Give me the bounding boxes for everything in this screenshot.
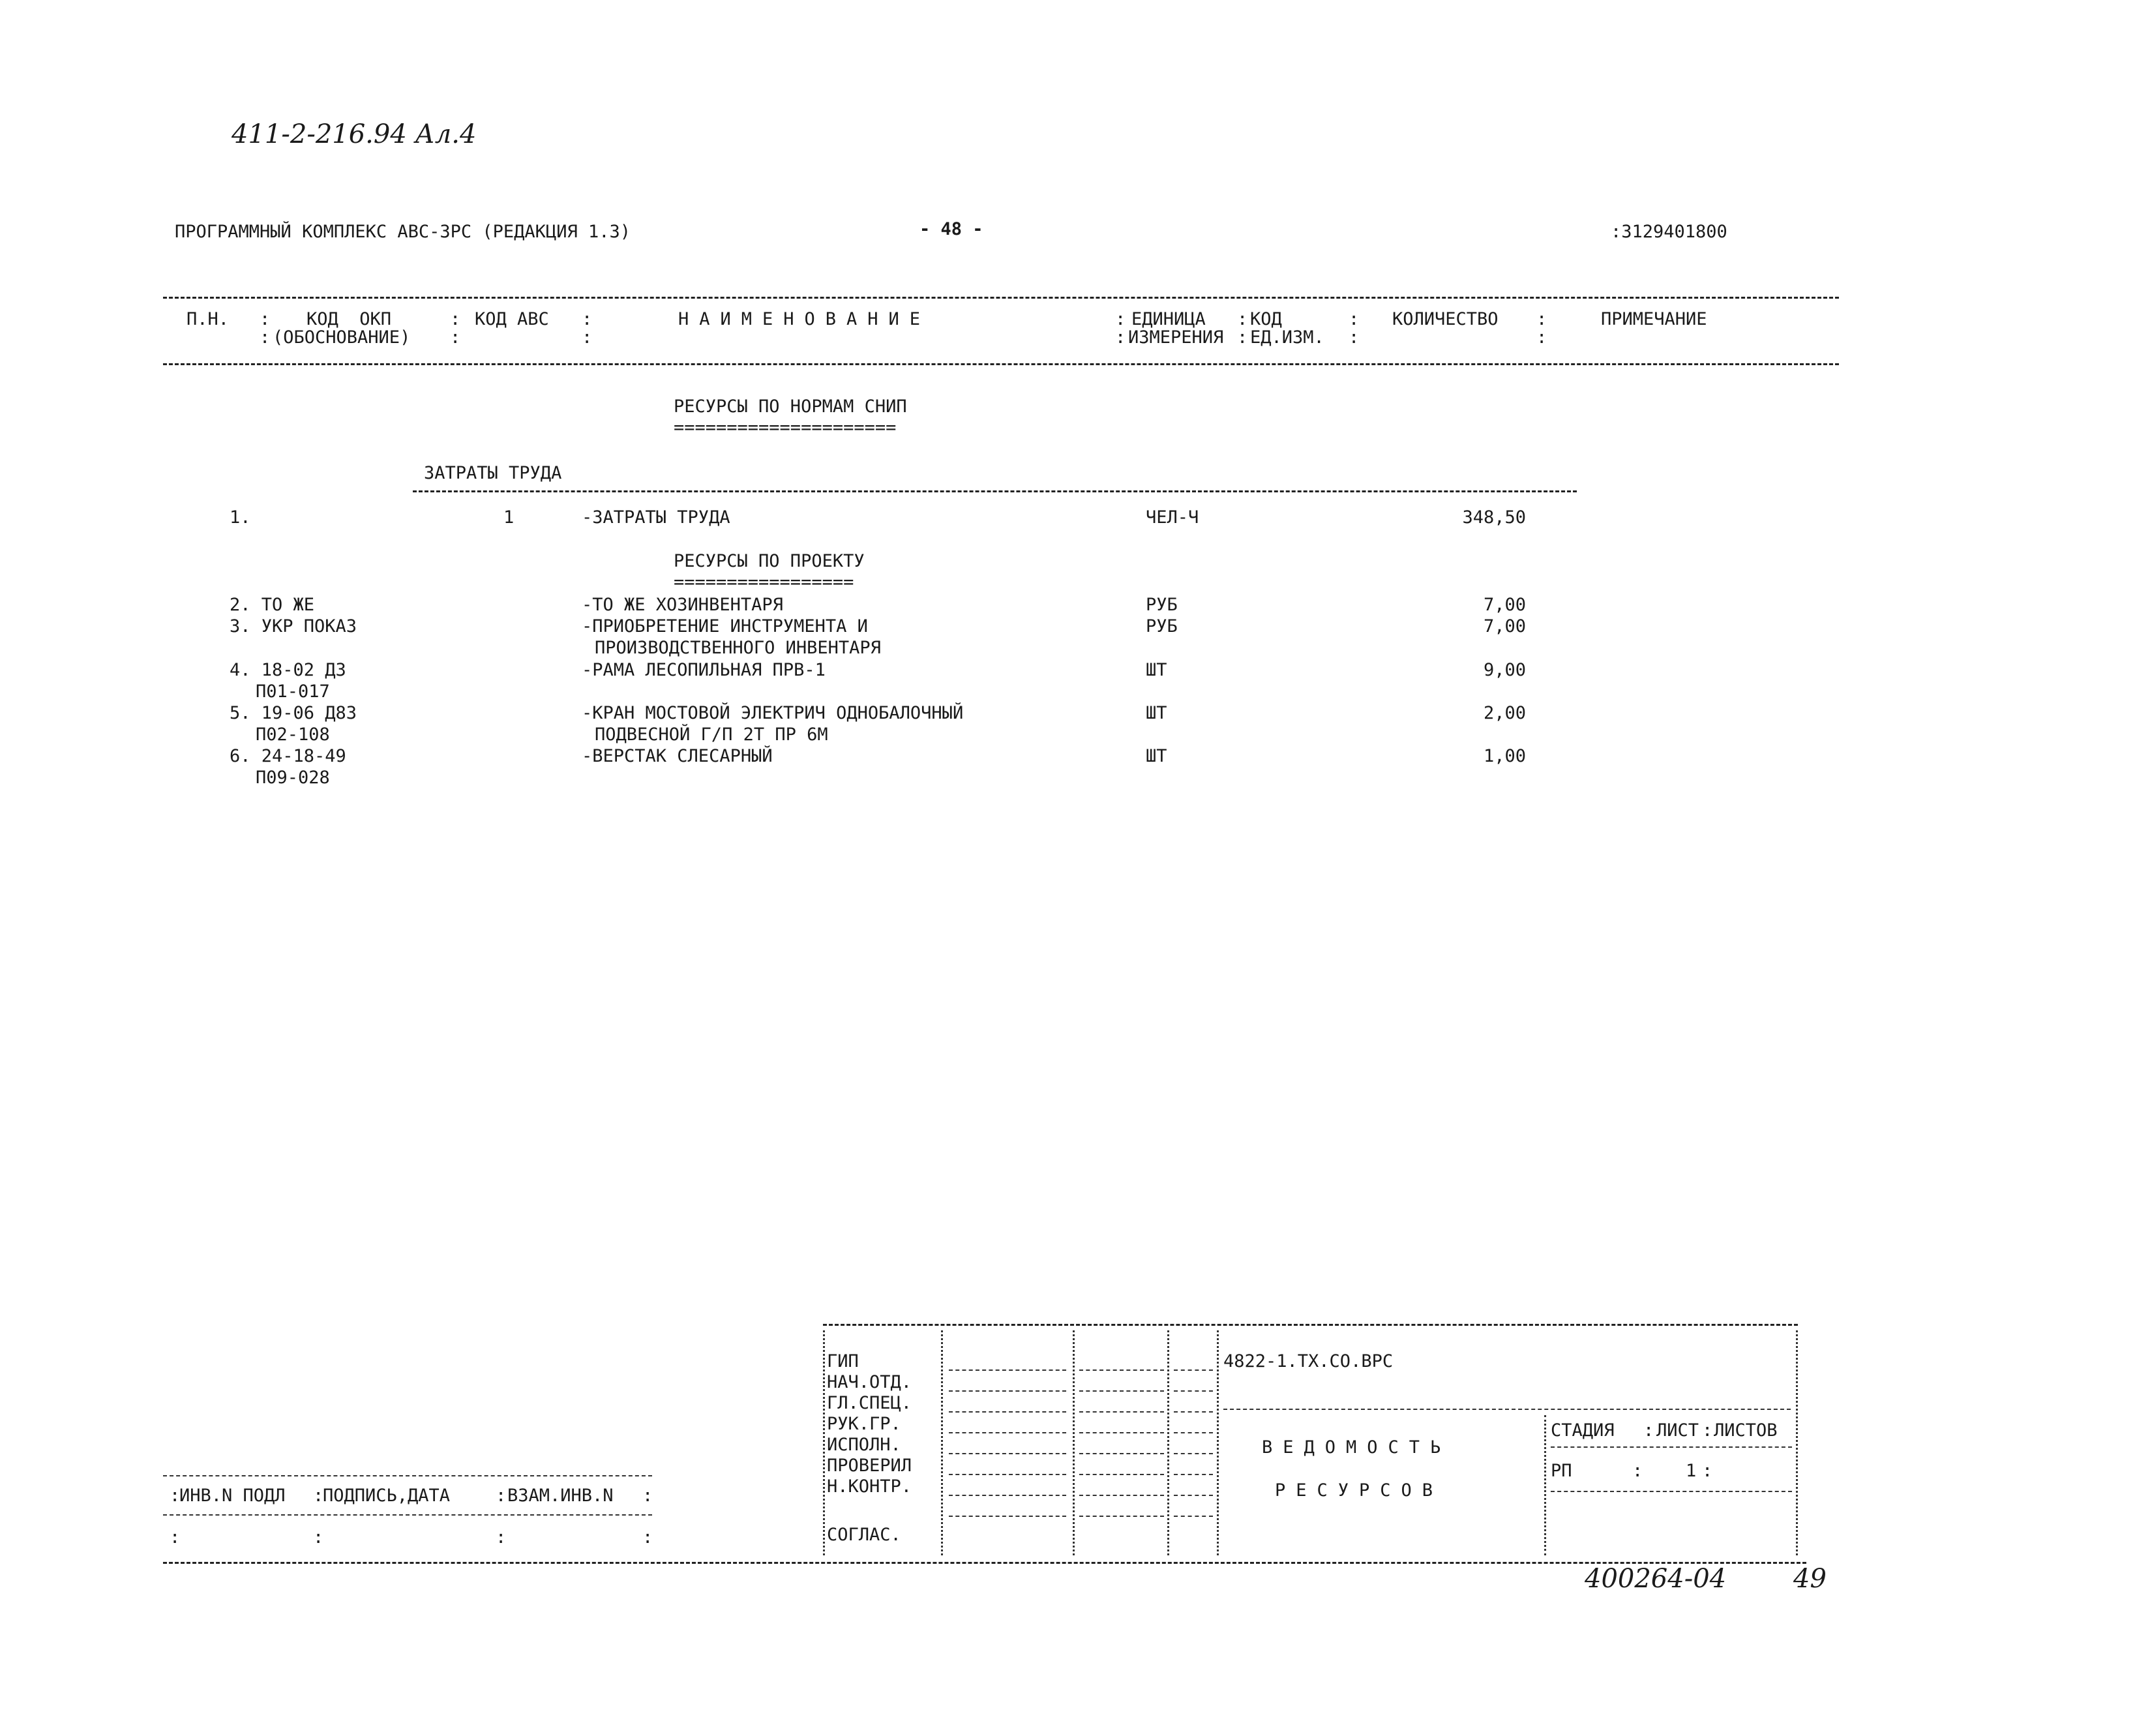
col-sep: : (1237, 309, 1248, 329)
stamp-role-checker: ПРОВЕРИЛ (827, 1456, 912, 1476)
inventory-sep: : (313, 1527, 324, 1548)
section-project-underline: ================= (674, 572, 854, 592)
row-3-pn: 3. УКР ПОКАЗ (230, 616, 357, 636)
col-sep: : (1349, 309, 1360, 329)
col-pn: П.Н. (187, 309, 230, 329)
inventory-sep: : (313, 1486, 324, 1506)
stamp-sign-rule (1079, 1369, 1164, 1371)
stamp-sign-rule (1174, 1432, 1213, 1433)
stamp-sign-rule (1079, 1516, 1164, 1517)
row-1-name: -ЗАТРАТЫ ТРУДА (582, 507, 730, 528)
stamp-sep: : (1632, 1461, 1643, 1481)
stamp-left-border (823, 1330, 825, 1555)
document-code: :3129401800 (1611, 222, 1727, 242)
stamp-sign-rule (1174, 1453, 1213, 1454)
col-okp-1: КОД ОКП (306, 309, 392, 329)
handwritten-doc-code: 411-2-216.94 Ал.4 (231, 119, 477, 149)
stamp-sheet-value: 1 (1686, 1461, 1697, 1481)
row-5-qty: 2,00 (1483, 703, 1526, 723)
col-sep: : (260, 327, 271, 348)
stamp-sign-rule (1079, 1495, 1164, 1496)
inventory-original-label: ИНВ.N ПОДЛ (179, 1486, 286, 1506)
stamp-sign-rule (1079, 1453, 1164, 1454)
stamp-col-divider (1217, 1330, 1219, 1555)
handwritten-inventory-number: 400264-04 (1585, 1564, 1727, 1594)
stamp-sign-rule (1079, 1432, 1164, 1433)
stamp-role-gip: ГИП (827, 1351, 859, 1371)
col-sep: : (450, 327, 461, 348)
col-sep: : (1536, 309, 1547, 329)
col-sep: : (1115, 309, 1126, 329)
page-number: - 48 - (919, 219, 983, 239)
col-abc: КОД АВС (475, 309, 549, 329)
row-4-unit: ШТ (1146, 660, 1167, 680)
stamp-role-chief-spec: ГЛ.СПЕЦ. (827, 1393, 912, 1413)
stamp-stage-value: РП (1551, 1461, 1572, 1481)
row-6-pn: 6. 24-18-49 (230, 746, 346, 766)
row-5-pn: 5. 19-06 Д83 (230, 703, 357, 723)
col-sep: : (582, 309, 593, 329)
col-unit-code-2: ЕД.ИЗМ. (1250, 327, 1324, 348)
row-4-name: -РАМА ЛЕСОПИЛЬНАЯ ПРВ-1 (582, 660, 826, 680)
row-4-pn-cont: П01-017 (256, 681, 330, 702)
inventory-mid-rule (163, 1514, 652, 1516)
inventory-sep: : (496, 1486, 507, 1506)
stamp-sign-rule (949, 1516, 1066, 1517)
stamp-sign-rule (949, 1411, 1066, 1413)
inventory-sep: : (170, 1527, 181, 1548)
col-unit-code-1: КОД (1250, 309, 1282, 329)
header-bottom-rule (163, 363, 1839, 365)
stamp-stage-rule (1551, 1491, 1792, 1492)
inventory-sep: : (496, 1527, 507, 1548)
col-unit-1: ЕДИНИЦА (1131, 309, 1206, 329)
row-2-pn: 2. ТО ЖЕ (230, 595, 315, 615)
row-5-unit: ШТ (1146, 703, 1167, 723)
stamp-sep: : (1702, 1461, 1713, 1481)
stamp-sign-rule (1079, 1474, 1164, 1475)
stamp-bottom-rule (163, 1562, 1806, 1564)
header-top-rule (163, 297, 1839, 299)
row-4-qty: 9,00 (1483, 660, 1526, 680)
stamp-sign-rule (1174, 1411, 1213, 1413)
labor-group-title: ЗАТРАТЫ ТРУДА (424, 463, 562, 483)
col-unit-2: ИЗМЕРЕНИЯ (1128, 327, 1224, 348)
row-2-name: -ТО ЖЕ ХОЗИНВЕНТАРЯ (582, 595, 783, 615)
section-project-title: РЕСУРСЫ ПО ПРОЕКТУ (674, 551, 865, 571)
row-4-pn: 4. 18-02 Д3 (230, 660, 346, 680)
inventory-sep: : (642, 1486, 653, 1506)
col-sep: : (1237, 327, 1248, 348)
col-name: НАИМЕНОВАНИЕ (678, 309, 931, 329)
stamp-title-line-1: ВЕДОМОСТЬ (1262, 1437, 1452, 1458)
inventory-sep: : (170, 1486, 181, 1506)
inventory-top-rule (163, 1475, 652, 1476)
stamp-role-head-dept: НАЧ.ОТД. (827, 1372, 912, 1392)
stamp-sign-rule (949, 1453, 1066, 1454)
row-6-pn-cont: П09-028 (256, 768, 330, 788)
stamp-sign-rule (949, 1432, 1066, 1433)
stamp-role-group-lead: РУК.ГР. (827, 1414, 901, 1434)
stamp-sheet-label: ЛИСТ (1656, 1420, 1699, 1441)
stamp-stage-rule (1551, 1446, 1792, 1448)
stamp-sep: : (1643, 1420, 1654, 1441)
stamp-sign-rule (1079, 1390, 1164, 1392)
stamp-sign-rule (949, 1474, 1066, 1475)
row-1-pn: 1. (230, 507, 251, 528)
row-1-unit: ЧЕЛ-Ч (1146, 507, 1199, 528)
row-6-qty: 1,00 (1483, 746, 1526, 766)
stamp-title-rule (1223, 1409, 1791, 1410)
col-sep: : (450, 309, 461, 329)
section-snip-title: РЕСУРСЫ ПО НОРМАМ СНИП (674, 397, 907, 417)
stamp-sign-rule (1174, 1474, 1213, 1475)
stamp-right-border (1796, 1330, 1798, 1555)
stamp-sep: : (1702, 1420, 1713, 1441)
stamp-sign-rule (1079, 1411, 1164, 1413)
row-1-abc: 1 (503, 507, 515, 528)
stamp-sheets-label: ЛИСТОВ (1714, 1420, 1778, 1441)
row-2-unit: РУБ (1146, 595, 1178, 615)
section-snip-underline: ===================== (674, 417, 897, 438)
program-title: ПРОГРАММНЫЙ КОМПЛЕКС АВС-3РС (РЕДАКЦИЯ 1.3) (175, 222, 631, 242)
stamp-sign-rule (1174, 1369, 1213, 1371)
row-6-name: -ВЕРСТАК СЛЕСАРНЫЙ (582, 746, 773, 766)
labor-group-rule (413, 490, 1577, 492)
col-quantity: КОЛИЧЕСТВО (1392, 309, 1499, 329)
stamp-stage-divider (1544, 1415, 1546, 1555)
col-sep: : (260, 309, 271, 329)
stamp-stage-label: СТАДИЯ (1551, 1420, 1615, 1441)
stamp-doc-number: 4822-1.ТХ.СО.ВРС (1223, 1351, 1394, 1371)
stamp-col-divider (941, 1330, 943, 1555)
row-2-qty: 7,00 (1483, 595, 1526, 615)
stamp-sign-rule (1174, 1516, 1213, 1517)
row-1-qty: 348,50 (1462, 507, 1526, 528)
stamp-sign-rule (1174, 1390, 1213, 1392)
row-5-pn-cont: П02-108 (256, 725, 330, 745)
inventory-sep: : (642, 1527, 653, 1548)
col-sep: : (1115, 327, 1126, 348)
stamp-sign-rule (949, 1495, 1066, 1496)
col-sep: : (582, 327, 593, 348)
row-5-name-cont: ПОДВЕСНОЙ Г/П 2Т ПР 6М (595, 725, 828, 745)
col-sep: : (1349, 327, 1360, 348)
col-okp-2: (ОБОСНОВАНИЕ) (273, 327, 411, 348)
row-5-name: -КРАН МОСТОВОЙ ЭЛЕКТРИЧ ОДНОБАЛОЧНЫЙ (582, 703, 964, 723)
row-3-name: -ПРИОБРЕТЕНИЕ ИНСТРУМЕНТА И (582, 616, 868, 636)
stamp-col-divider (1073, 1330, 1075, 1555)
row-3-name-cont: ПРОИЗВОДСТВЕННОГО ИНВЕНТАРЯ (595, 638, 881, 658)
col-sep: : (1536, 327, 1547, 348)
col-note: ПРИМЕЧАНИЕ (1601, 309, 1707, 329)
stamp-role-norm-control: Н.КОНТР. (827, 1476, 912, 1497)
row-3-unit: РУБ (1146, 616, 1178, 636)
stamp-top-rule (823, 1324, 1798, 1326)
stamp-sign-rule (949, 1390, 1066, 1392)
stamp-sign-rule (1174, 1495, 1213, 1496)
row-6-unit: ШТ (1146, 746, 1167, 766)
inventory-replace-label: ВЗАМ.ИНВ.N (507, 1486, 614, 1506)
stamp-col-divider (1167, 1330, 1169, 1555)
stamp-title-line-2: РЕСУРСОВ (1275, 1480, 1444, 1501)
stamp-role-executor: ИСПОЛН. (827, 1435, 901, 1455)
handwritten-sheet-number: 49 (1793, 1564, 1827, 1594)
stamp-role-agreed: СОГЛАС. (827, 1525, 901, 1545)
stamp-sign-rule (949, 1369, 1066, 1371)
row-3-qty: 7,00 (1483, 616, 1526, 636)
inventory-signature-label: ПОДПИСЬ,ДАТА (323, 1486, 451, 1506)
